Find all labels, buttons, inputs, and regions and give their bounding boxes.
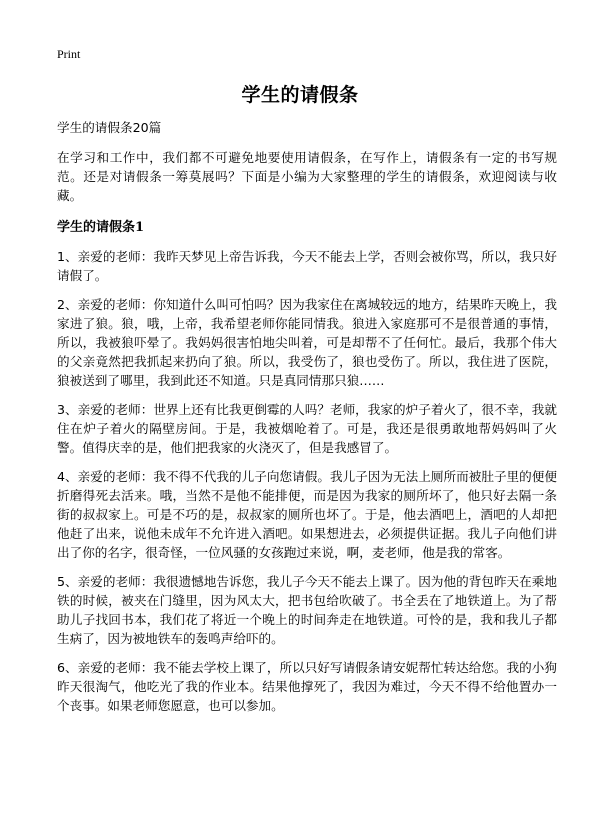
print-label: Print	[57, 47, 81, 61]
leave-note-paragraph-6: 6、亲爱的老师：我不能去学校上课了，所以只好写请假条请安妮帮忙转达给您。我的小狗昨天很淘气，他吃光了我的作业本。结果他撑死了，我因为难过，今天不得不给他置办一个丧事。如果老师您愿意，也可以参加。	[57, 660, 557, 713]
leave-note-paragraph-2: 2、亲爱的老师：你知道什么叫可怕吗？因为我家住在离城较远的地方，结果昨天晚上，我家进了狼。狼，哦，上帝，我希望老师你能同情我。狼进入家庭那可不是很普通的事情，所以，我被狼吓晕了。我妈妈很害怕地尖叫着，可是却帮不了任何忙。最后，我那个伟大的父亲竟然把我抓起来扔向了狼。所以，我受伤了，狼也受伤了。所以，我住进了医院，狼被送到了哪里，我到此还不知道。只是真同情那只狼……	[57, 297, 557, 388]
document-subtitle: 学生的请假条20篇	[57, 120, 162, 135]
document-title: 学生的请假条	[241, 84, 359, 106]
leave-note-paragraph-3: 3、亲爱的老师：世界上还有比我更倒霉的人吗？老师，我家的炉子着火了，很不幸，我就住在炉子着火的隔壁房间。于是，我被烟呛着了。可是，我还是很勇敢地帮妈妈叫了火警。值得庆幸的是，他们把我家的火浇灭了，但是我感冒了。	[57, 402, 557, 455]
leave-note-paragraph-5: 5、亲爱的老师：我很遗憾地告诉您，我儿子今天不能去上课了。因为他的背包昨天在乘地铁的时候，被夹在门缝里，因为风太大，把书包给吹破了。书全丢在了地铁道上。为了帮助儿子找回书本，我们花了将近一个晚上的时间奔走在地铁道。可怜的是，我和我儿子都生病了，因为被地铁车的轰鸣声给吓的。	[57, 574, 557, 646]
leave-note-paragraph-4: 4、亲爱的老师：我不得不代我的儿子向您请假。我儿子因为无法上厕所而被肚子里的便便折磨得死去活来。哦，当然不是他不能排便，而是因为我家的厕所坏了，他只好去隔一条街的叔叔家上。可是不巧的是，叔叔家的厕所也坏了。于是，他去酒吧上，酒吧的人却把他赶了出来，说他未成年不允许进入酒吧。如果想进去，必须提供证据。我儿子向他们讲出了你的名字，很奇怪，一位风骚的女孩跑过来说，啊，麦老师，他是我的常客。	[57, 469, 557, 560]
intro-paragraph: 在学习和工作中，我们都不可避免地要使用请假条，在写作上，请假条有一定的书写规范。还是对请假条一筹莫展吗？下面是小编为大家整理的学生的请假条，欢迎阅读与收藏。	[57, 150, 557, 203]
document-body	[57, 118, 557, 725]
leave-note-paragraph-1: 1、亲爱的老师：我昨天梦见上帝告诉我，今天不能去上学，否则会被你骂，所以，我只好请假了。	[57, 249, 557, 283]
section-heading: 学生的请假条1	[57, 220, 145, 235]
